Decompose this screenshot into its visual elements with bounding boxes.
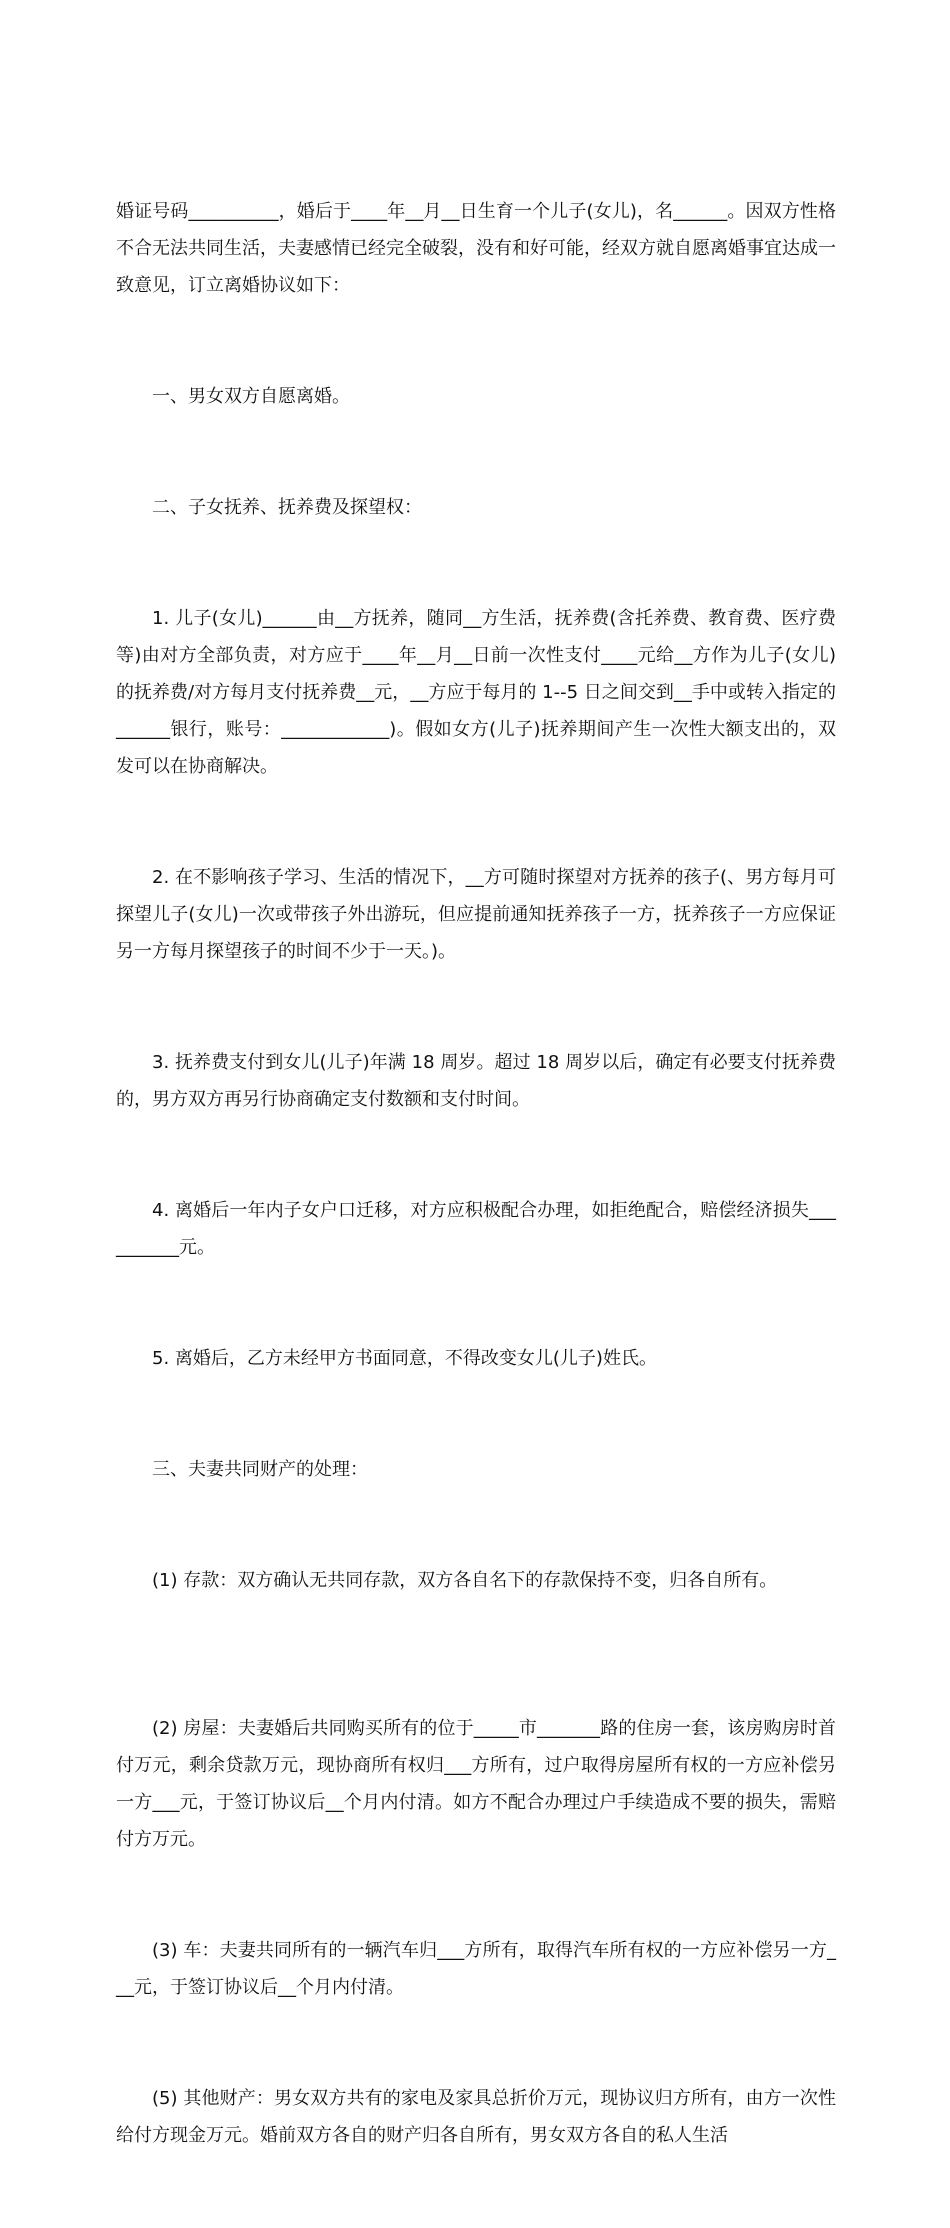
intro-paragraph: 婚证号码__________，婚后于____年__月__日生育一个儿子(女儿)，名______。因双方性格不合无法共同生活，夫妻感情已经完全破裂，没有和好可能，经双方就自愿离婚事宜达成一致意见，订立离婚协议如下： [116, 201, 836, 296]
agreement-body [116, 119, 836, 2228]
property-deposits: (1) 存款：双方确认无共同存款，双方各自名下的存款保持不变，归各自所有。 [152, 1570, 778, 1591]
clause-2-item-2: 2. 在不影响孩子学习、生活的情况下，__方可随时探望对方抚养的孩子(、男方每月可探望儿子(女儿)一次或带孩子外出游玩，但应提前通知抚养孩子一方，抚养孩子一方应保证另一方每月探望孩子的时间不少于一天。)。 [116, 867, 836, 962]
clause-2-item-5: 5. 离婚后，乙方未经甲方书面同意，不得改变女儿(儿子)姓氏。 [152, 1348, 657, 1369]
clause-2-item-3: 3. 抚养费支付到女儿(儿子)年满 18 周岁。超过 18 周岁以后，确定有必要支付抚养费的，男方双方再另行协商确定支付数额和支付时间。 [116, 1052, 836, 1110]
clause-2-heading: 二、子女抚养、抚养费及探望权： [152, 497, 422, 518]
clause-2-item-4: 4. 离婚后一年内子女户口迁移，对方应积极配合办理，如拒绝配合，赔偿经济损失__________元。 [116, 1200, 836, 1258]
property-other: (5) 其他财产：男女双方共有的家电及家具总折价万元，现协议归方所有，由方一次性给付方现金万元。婚前双方各自的财产归各自所有，男女双方各自的私人生活 [116, 2088, 836, 2146]
clause-1-heading: 一、男女双方自愿离婚。 [152, 386, 350, 407]
clause-2-item-1: 1. 儿子(女儿)______由__方抚养，随同__方生活，抚养费(含托养费、教育费、医疗费等)由对方全部负责，对方应于____年__月__日前一次性支付____元给__方作为儿子(女儿)的抚养费/对方每月支付抚养费__元，__方应于每月的 1--5 日之间交到__手中或转入指定的______银行，账号：____________)。假如女方(儿子)抚养期间产生一次性大额支出的，双发可以在协商解决。 [116, 608, 836, 777]
clause-3-heading: 三、夫妻共同财产的处理： [152, 1459, 368, 1480]
property-house: (2) 房屋：夫妻婚后共同购买所有的位于_____市_______路的住房一套，该房购房时首付万元，剩余贷款万元，现协商所有权归___方所有，过户取得房屋所有权的一方应补偿另一方___元，于签订协议后__个月内付清。如方不配合办理过户手续造成不要的损失，需赔付方万元。 [116, 1718, 836, 1850]
property-car: (3) 车：夫妻共同所有的一辆汽车归___方所有，取得汽车所有权的一方应补偿另一方___元，于签订协议后__个月内付清。 [116, 1940, 836, 1998]
